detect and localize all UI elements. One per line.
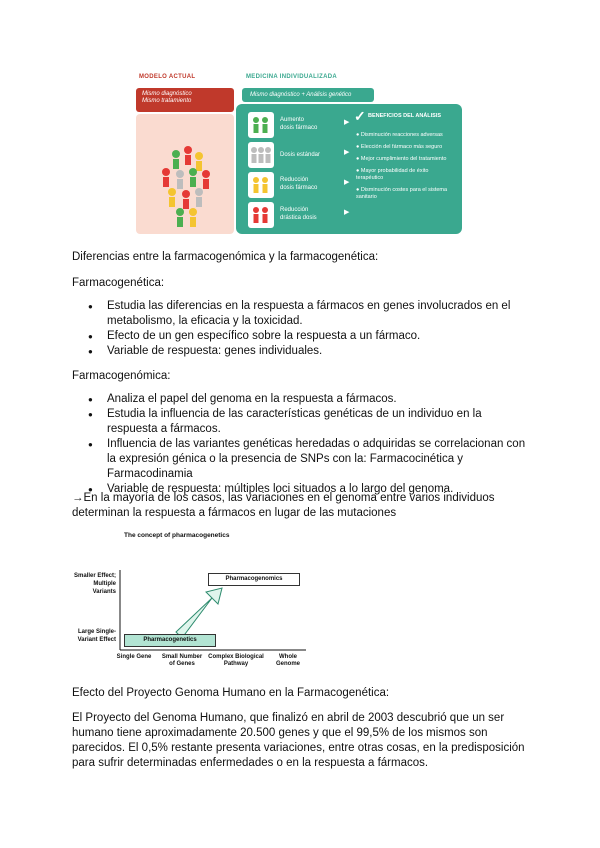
right-pill: Mismo diagnóstico + Análisis genético	[242, 88, 374, 102]
section1-title: Diferencias entre la farmacogenómica y la farmacogenética:	[72, 251, 379, 263]
crowd-figures-icon	[136, 114, 234, 234]
row-label-reduce: Reducción dosis fármaco	[280, 177, 318, 191]
y-label-top: Smaller Effect; Multiple Variants	[73, 573, 116, 595]
y-label-bottom: Large Single- Variant Effect	[77, 629, 116, 643]
arrow-right-icon: ▶	[344, 149, 350, 156]
farmacogenetica-heading: Farmacogenética:	[72, 277, 165, 289]
x-label: Single Gene	[116, 654, 152, 660]
red-figures-icon	[248, 202, 274, 228]
list-item: ● Analiza el papel del genoma en la respuesta a fármacos.	[72, 392, 532, 407]
arrow-right-icon: ▶	[344, 179, 350, 186]
x-label: Whole Genome	[275, 654, 300, 667]
right-header: MEDICINA INDIVIDUALIZADA	[246, 74, 337, 80]
left-pill-line2: Mismo tratamiento	[142, 98, 192, 104]
left-header: MODELO ACTUAL	[139, 74, 196, 80]
row-label-standard: Dosis estándar	[280, 152, 321, 158]
left-pill	[136, 88, 234, 112]
benefits-box	[354, 108, 458, 230]
row-drastic	[248, 202, 344, 228]
benefit-item: ● Mayor probabilidad de éxito terapéutico	[356, 168, 429, 181]
row-increase	[248, 112, 344, 138]
benefits-list	[356, 132, 456, 201]
farmacogenomica-list	[72, 392, 532, 497]
benefit-item: ● Elección del fármaco más seguro	[356, 144, 443, 150]
benefit-item: ● Mejor cumplimiento del tratamiento	[356, 156, 447, 162]
list-item: ● Estudia la influencia de las características genéticas de un individuo en la respuesta a fármacos.	[72, 407, 532, 437]
figure2-axes	[72, 528, 312, 674]
pharmacogenetics-box: Pharmacogenetics	[124, 634, 216, 647]
row-standard	[248, 142, 344, 168]
benefit-item: ● Disminución reacciones adversas	[356, 132, 443, 138]
green-figures-icon	[248, 112, 274, 138]
figure-pharmacogenetics-concept	[72, 528, 312, 674]
x-label: Small Number of Genes	[161, 654, 203, 667]
x-label: Complex Biological Pathway	[208, 654, 264, 667]
checkmark-icon: ✓	[354, 108, 366, 124]
conclusion-text: →En la mayoría de los casos, las variaciones en el genoma entre varios individuos determinan la respuesta a fármacos en lugar de las mutaciones	[72, 492, 495, 519]
list-item: ● Efecto de un gen específico sobre la respuesta a un fármaco.	[72, 329, 532, 344]
section2-body: El Proyecto del Genoma Humano, que finalizó en abril de 2003 descubrió que un ser humano tiene aproximadamente 20.500 genes y que el 99,5% de los mismos son parecidos. El 0,5% restante presenta variaciones, entre otras cosas, en la predisposición para sufrir determinadas enfermedades o en la respuesta a fármacos.	[72, 712, 525, 769]
list-item: ● Variable de respuesta: múltiples loci situados a lo largo del genoma.	[72, 482, 532, 497]
row-reduce	[248, 172, 344, 198]
row-label-increase: Aumento dosis fármaco	[280, 117, 318, 131]
farmacogenetica-list	[72, 299, 532, 359]
pharmacogenomics-box: Pharmacogenomics	[208, 573, 300, 586]
yellow-figures-icon	[248, 172, 274, 198]
arrow-up-right-icon	[176, 588, 222, 638]
crowd-panel	[136, 114, 234, 234]
section2-title: Efecto del Proyecto Genoma Humano en la Farmacogenética:	[72, 687, 390, 699]
row-label-drastic: Reducción drástica dosis	[280, 207, 317, 221]
benefits-title: BENEFICIOS DEL ANÁLISIS	[368, 113, 442, 119]
grey-figures-icon	[248, 142, 274, 168]
farmacogenomica-heading: Farmacogenómica:	[72, 370, 171, 382]
arrow-right-icon: ▶	[344, 119, 350, 126]
list-item: ● Variable de respuesta: genes individuales.	[72, 344, 532, 359]
left-pill-line1: Mismo diagnóstico	[142, 91, 192, 97]
list-item: ● Estudia las diferencias en la respuesta a fármacos en genes involucrados en el metabolismo, la eficacia y la toxicidad.	[72, 299, 532, 329]
figure2-title: The concept of pharmacogenetics	[124, 532, 230, 539]
benefit-item: ● Disminución costes para el sistema sanitario	[356, 187, 448, 200]
figure-individualized-medicine	[136, 72, 462, 234]
list-item: ● Influencia de las variantes genéticas heredadas o adquiridas se correlacionan con la expresión génica o la presencia de SNPs con la: Farmacocinética y Farmacodinamia	[72, 437, 532, 482]
arrow-right-icon: ▶	[344, 209, 350, 216]
